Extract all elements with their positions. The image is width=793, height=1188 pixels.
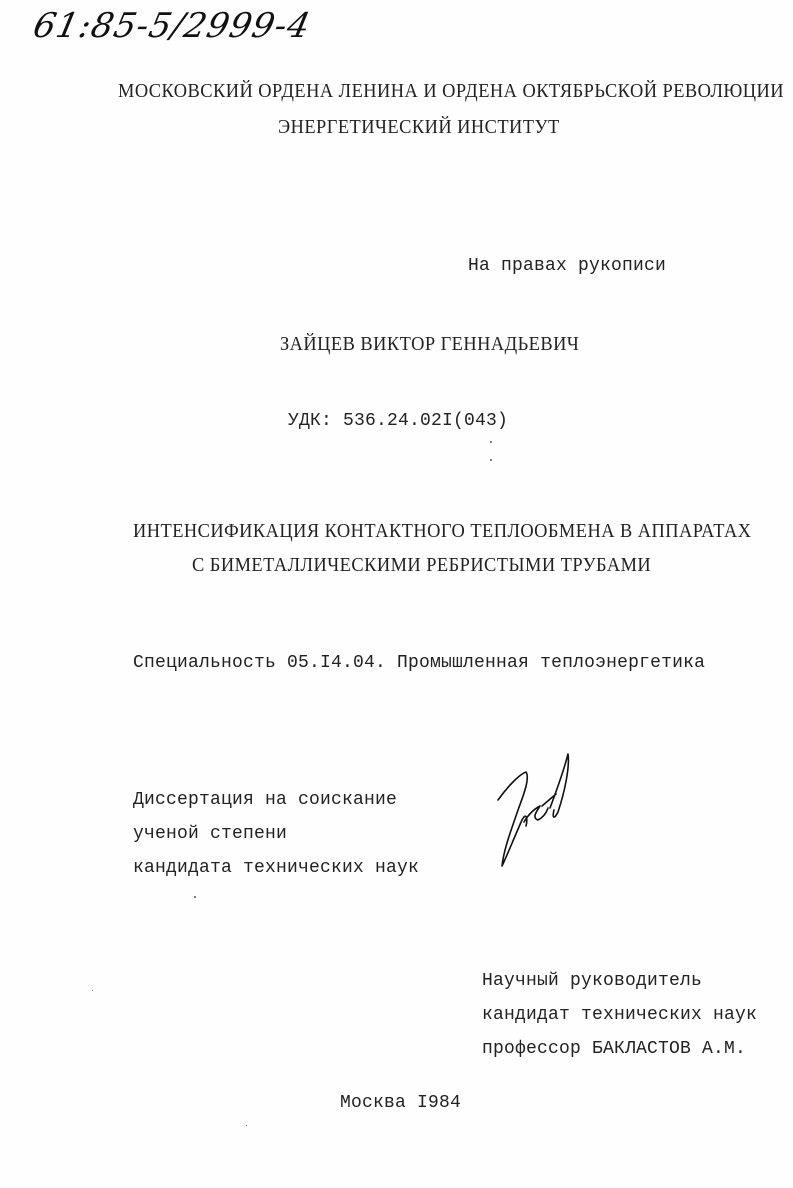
scan-speck — [92, 990, 93, 991]
udc-code: УДК: 536.24.02I(043) — [288, 411, 509, 431]
institution-line-2: ЭНЕРГЕТИЧЕСКИЙ ИНСТИТУТ — [278, 116, 560, 138]
author-name: ЗАЙЦЕВ ВИКТОР ГЕННАДЬЕВИЧ — [280, 333, 580, 355]
specialty: Специальность 05.I4.04. Промышленная теплоэнергетика — [133, 653, 706, 673]
signature-icon — [490, 748, 580, 878]
degree-line-3: кандидата технических наук — [133, 858, 420, 878]
title-line-2: С БИМЕТАЛЛИЧЕСКИМИ РЕБРИСТЫМИ ТРУБАМИ — [192, 554, 652, 576]
place-year: Москва I984 — [340, 1093, 462, 1113]
institution-line-1: МОСКОВСКИЙ ОРДЕНА ЛЕНИНА И ОРДЕНА ОКТЯБРЬСКОЙ РЕВОЛЮЦИИ — [118, 80, 785, 102]
scan-speck — [490, 441, 492, 443]
degree-line-1: Диссертация на соискание — [133, 790, 398, 810]
supervisor-line-2: кандидат технических наук — [482, 1005, 758, 1025]
scan-speck — [246, 1125, 247, 1126]
scan-speck — [490, 459, 492, 461]
degree-line-2: ученой степени — [133, 824, 288, 844]
manuscript-rights: На правах рукописи — [468, 256, 667, 276]
title-line-1: ИНТЕНСИФИКАЦИЯ КОНТАКТНОГО ТЕПЛООБМЕНА В АППАРАТАХ — [133, 520, 752, 542]
archive-mark: 61:85-5/2999-4 — [29, 6, 315, 46]
supervisor-line-1: Научный руководитель — [482, 971, 703, 991]
scan-speck — [194, 896, 196, 898]
supervisor-line-3: профессор БАКЛАСТОВ А.М. — [482, 1039, 747, 1059]
